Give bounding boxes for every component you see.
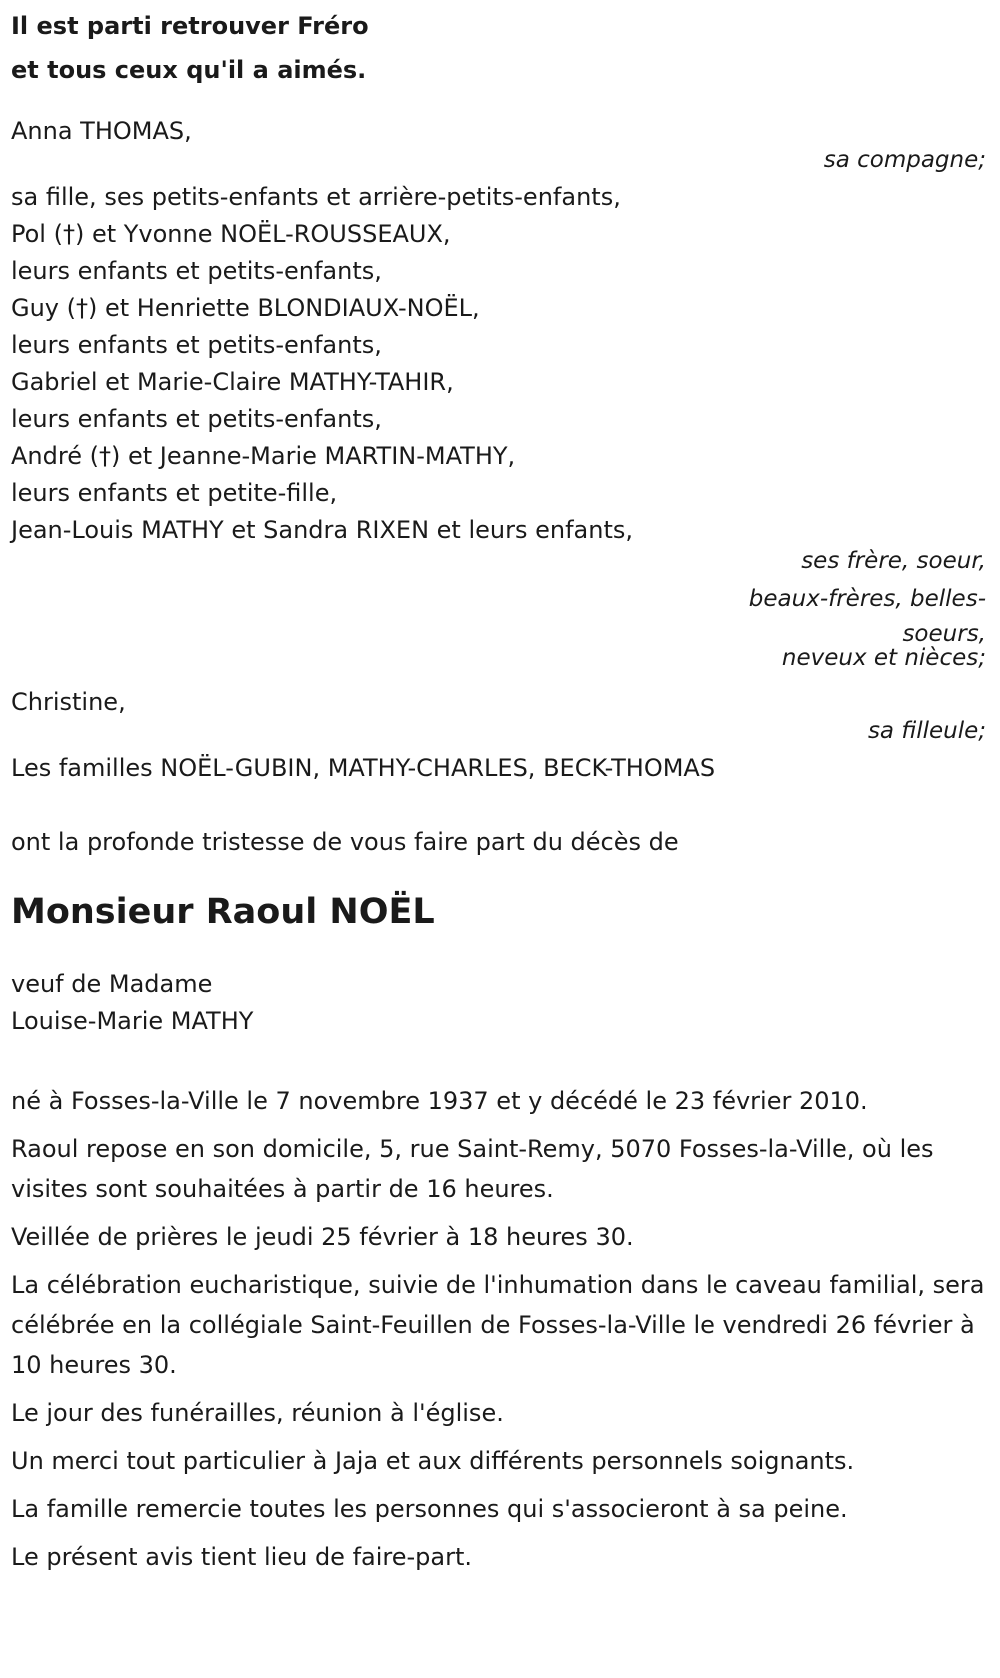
family-line: leurs enfants et petits-enfants, [11,405,382,433]
widower-block [11,964,989,1041]
family-line: leurs enfants et petits-enfants, [11,257,382,285]
detail-paragraph: Le jour des funérailles, réunion à l'église. [11,1399,504,1427]
deceased-name: Monsieur Raoul NOËL [11,892,435,932]
companion-block [11,111,989,179]
intro-block [11,1,989,95]
detail-paragraph: La célébration eucharistique, suivie de l'inhumation dans le caveau familial, sera célébrée en la collégiale Saint-Feuillen de Fosses-la-Ville le vendredi 26 février à 10 heures 30. [11,1271,985,1379]
siblings-role-line: ses frère, soeur, [801,548,986,574]
goddaughter-name: Christine, [11,688,126,716]
detail-paragraph: Le présent avis tient lieu de faire-part. [11,1543,473,1571]
intro-line-2: et tous ceux qu'il a aimés. [11,56,367,84]
family-line: André (†) et Jeanne-Marie MARTIN-MATHY, [11,442,516,470]
detail-paragraph: La famille remercie toutes les personnes qui s'associeront à sa peine. [11,1495,848,1523]
family-line: Jean-Louis MATHY et Sandra RIXEN et leurs enfants, [11,516,633,544]
family-line: leurs enfants et petits-enfants, [11,331,382,359]
siblings-role-line: neveux et nièces; [781,645,986,671]
widower-line: Louise-Marie MATHY [11,1007,254,1035]
detail-paragraph: Un merci tout particulier à Jaja et aux différents personnels soignants. [11,1447,855,1475]
detail-paragraph: Raoul repose en son domicile, 5, rue Saint-Remy, 5070 Fosses-la-Ville, où les visites sont souhaitées à partir de 16 heures. [11,1135,934,1203]
companion-name: Anna THOMAS, [11,117,192,145]
siblings-block [11,177,989,670]
family-line: Gabriel et Marie-Claire MATHY-TAHIR, [11,368,454,396]
siblings-role [11,542,989,670]
family-line: Pol (†) et Yvonne NOËL-ROUSSEAUX, [11,220,451,248]
intro-line-1: Il est parti retrouver Fréro [11,12,369,40]
siblings-role-line: soeurs, [902,621,986,647]
announcement-line: ont la profonde tristesse de vous faire part du décès de [11,828,679,856]
obituary-page [0,1,1000,1678]
goddaughter-role: sa filleule; [867,718,986,744]
family-line: Guy (†) et Henriette BLONDIAUX-NOËL, [11,294,480,322]
widower-line: veuf de Madame [11,970,213,998]
family-line: sa fille, ses petits-enfants et arrière-petits-enfants, [11,183,621,211]
detail-paragraph: Veillée de prières le jeudi 25 février à 18 heures 30. [11,1223,634,1251]
companion-role: sa compagne; [823,147,986,173]
families-line: Les familles NOËL-GUBIN, MATHY-CHARLES, BECK-THOMAS [11,754,716,782]
siblings-role-line: beaux-frères, belles- [748,586,986,612]
goddaughter-block [11,682,989,750]
details-block [11,1081,989,1577]
detail-paragraph: né à Fosses-la-Ville le 7 novembre 1937 et y décédé le 23 février 2010. [11,1087,868,1115]
family-line: leurs enfants et petite-fille, [11,479,338,507]
